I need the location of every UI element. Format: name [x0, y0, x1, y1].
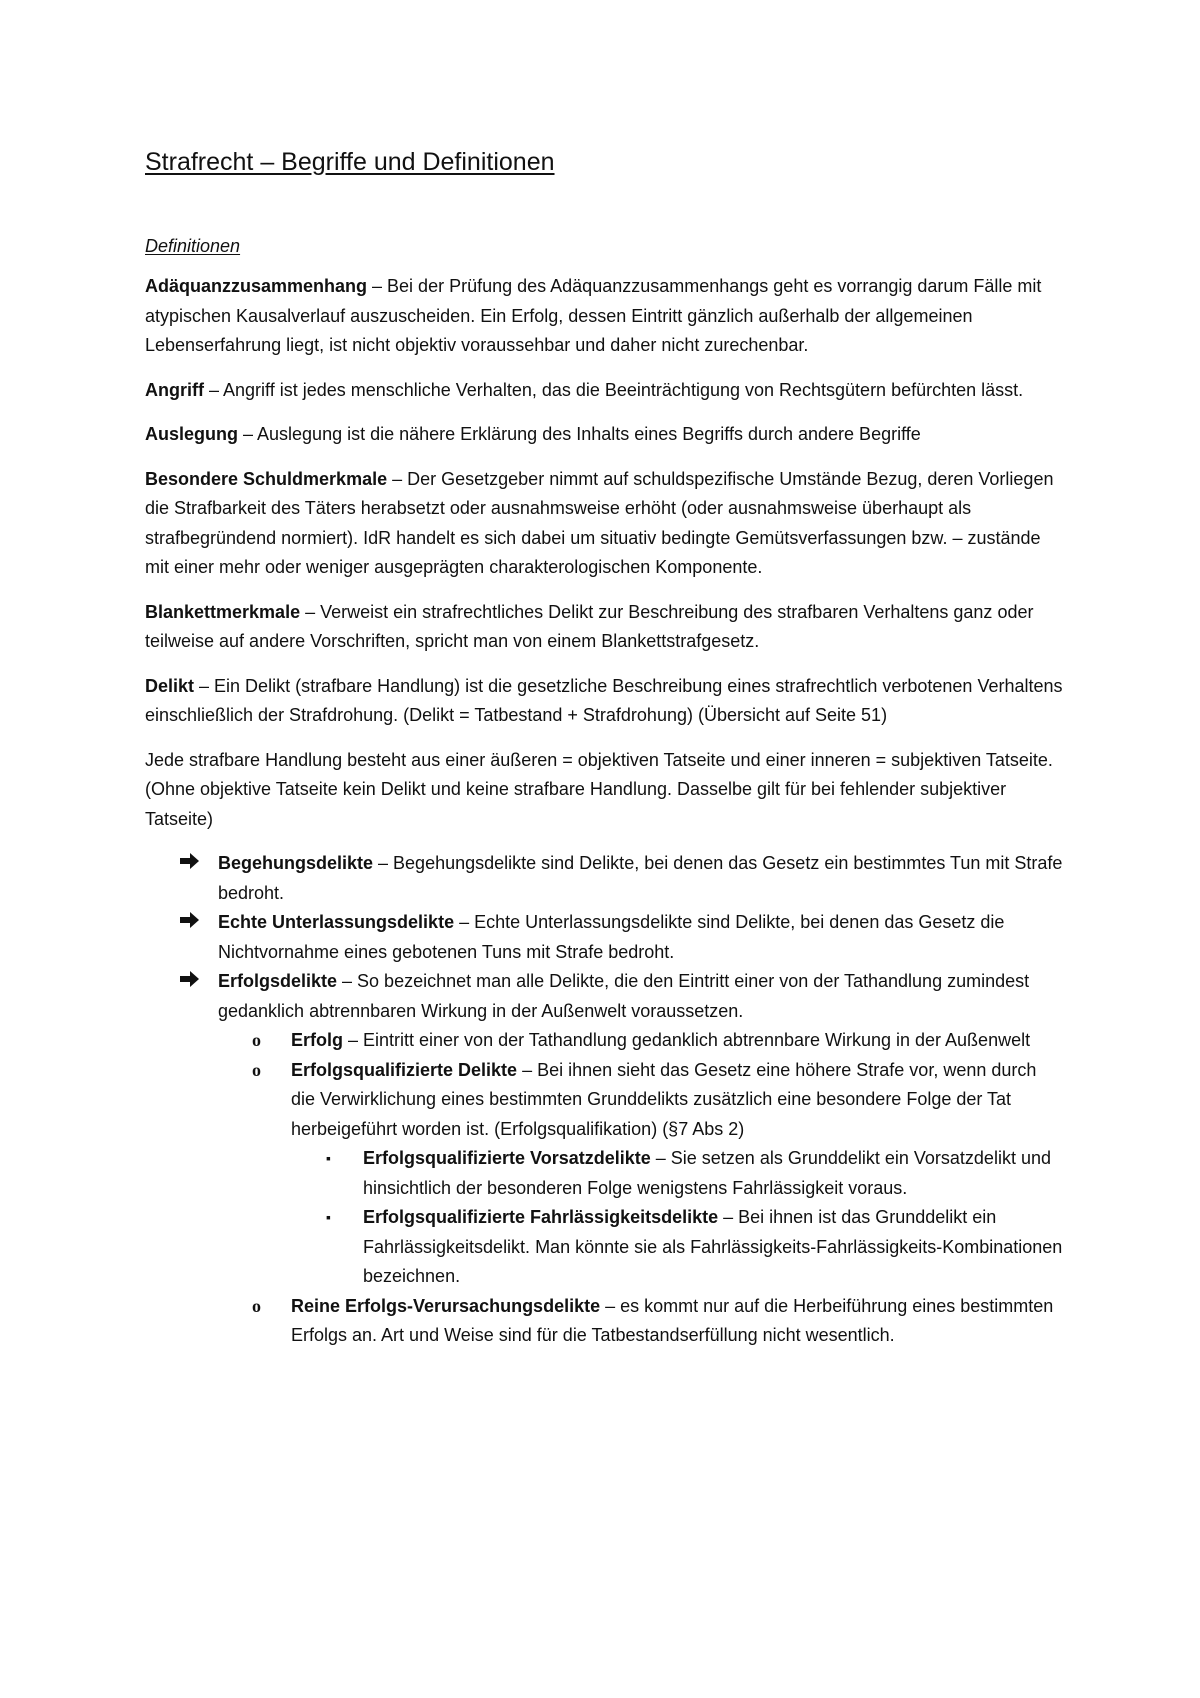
definition-paragraph [145, 420, 1065, 450]
definition-term: Blankettmerkmale [145, 601, 301, 622]
definition-text: – Bei der Prüfung des Adäquanzzusammenhangs geht es vorrangig darum Fälle mit atypischen Kausalverlauf auszuscheiden. Ein Erfolg, dessen Eintritt gänzlich außerhalb der allgemeinen Lebenserfahrung liegt, ist nicht objektiv voraussehbar und daher nicht zurechenbar. [145, 276, 1042, 355]
list-item [145, 908, 1065, 967]
list-item [145, 849, 1065, 908]
arrow-right-icon [178, 967, 206, 1001]
document-page [145, 145, 1065, 1351]
definition-paragraph [145, 598, 1065, 657]
subsublist-text: – Sie setzen als Grunddelikt ein Vorsatzdelikt und hinsichtlich der besonderen Folge wenigstens Fahrlässigkeit voraus. [363, 1148, 1051, 1198]
definition-term: Angriff [145, 379, 204, 400]
subsublist-term: Erfolgsqualifizierte Vorsatzdelikte [363, 1148, 651, 1168]
sublist-text: – es kommt nur auf die Herbeiführung eines bestimmten Erfolgs an. Art und Weise sind für die Tatbestandserfüllung nicht wesentlich. [291, 1295, 1054, 1345]
subsublist-text: – Bei ihnen ist das Grunddelikt ein Fahrlässigkeitsdelikt. Man könnte sie als Fahrlässigkeits-Fahrlässigkeits-Kombinationen bezeichnen. [363, 1207, 1063, 1286]
square-bullet-icon: ▪ [326, 1209, 331, 1225]
definition-text: – Ein Delikt (strafbare Handlung) ist die gesetzliche Beschreibung eines strafrechtlich verbotenen Verhaltens einschließlich der Strafdrohung. (Delikt = Tatbestand + Strafdrohung) (Übersicht auf Seite 51) [145, 675, 1063, 725]
circle-bullet-icon: o [252, 1295, 261, 1316]
sublist-term: Erfolgsqualifizierte Delikte [291, 1059, 518, 1080]
sublist-item [145, 1292, 1065, 1351]
circle-bullet-icon: o [252, 1059, 261, 1080]
list-term: Echte Unterlassungsdelikte [218, 912, 455, 932]
list-text: – Echte Unterlassungsdelikte sind Delikte, bei denen das Gesetz die Nichtvornahme eines gebotenen Tuns mit Strafe bedroht. [218, 912, 1005, 962]
list-term: Erfolgsdelikte [218, 971, 338, 991]
sublist-item [145, 1026, 1065, 1056]
sublist-term: Erfolg [291, 1030, 343, 1050]
definition-term: Besondere Schuldmerkmale [145, 468, 388, 489]
list-text: – Begehungsdelikte sind Delikte, bei denen das Gesetz ein bestimmtes Tun mit Strafe bedroht. [218, 853, 1063, 903]
delikt-list [145, 849, 1065, 1351]
definition-paragraph [145, 272, 1065, 361]
arrow-right-icon [178, 908, 206, 942]
definition-text: – Verweist ein strafrechtliches Delikt zur Beschreibung des strafbaren Verhaltens ganz oder teilweise auf andere Vorschriften, spricht man von einem Blankettstrafgesetz. [145, 601, 1034, 651]
definition-text: – Der Gesetzgeber nimmt auf schuldspezifische Umstände Bezug, deren Vorliegen die Strafbarkeit des Täters herabsetzt oder ausnahmsweise erhöht (oder ausnahmsweise überhaupt als strafbegründend normiert). IdR handelt es sich dabei um situativ bedingte Gemütsverfassungen bzw. – zustände mit einer mehr oder weniger ausgeprägten charakterologischen Komponente. [145, 468, 1054, 577]
definition-text: – Auslegung ist die nähere Erklärung des Inhalts eines Begriffs durch andere Begriffe [238, 424, 921, 444]
section-heading: Definitionen [145, 236, 241, 256]
sublist-text: – Eintritt einer von der Tathandlung gedanklich abtrennbare Wirkung in der Außenwelt [343, 1030, 1031, 1050]
list-item [145, 967, 1065, 1026]
definition-term: Adäquanzzusammenhang [145, 276, 368, 296]
list-text: – So bezeichnet man alle Delikte, die den Eintritt einer von der Tathandlung zumindest gedanklich abtrennbaren Wirkung in der Außenwelt voraussetzen. [218, 971, 1030, 1021]
definition-paragraph [145, 672, 1065, 731]
definition-term: Delikt [145, 675, 195, 696]
subsublist-item [145, 1203, 1065, 1292]
subsublist-item [145, 1144, 1065, 1203]
intro-paragraph: Jede strafbare Handlung besteht aus einer äußeren = objektiven Tatseite und einer inneren = subjektiven Tatseite. (Ohne objektive Tatseite kein Delikt und keine strafbare Handlung. Dasselbe gilt für bei fehlender subjektiver Tatseite) [145, 749, 1053, 829]
circle-bullet-icon: o [252, 1030, 261, 1050]
sublist-term: Reine Erfolgs-Verursachungsdelikte [291, 1295, 601, 1316]
definition-text: – Angriff ist jedes menschliche Verhalten, das die Beeinträchtigung von Rechtsgütern befürchten lässt. [203, 379, 1024, 400]
document-title: Strafrecht – Begriffe und Definitionen [145, 148, 555, 176]
list-term: Begehungsdelikte [218, 853, 374, 873]
definition-paragraph [145, 465, 1065, 583]
sublist-item [145, 1056, 1065, 1145]
arrow-right-icon [178, 849, 206, 883]
definition-term: Auslegung [145, 424, 238, 444]
subsublist-term: Erfolgsqualifizierte Fahrlässigkeitsdelikte [363, 1207, 719, 1227]
square-bullet-icon: ▪ [326, 1150, 331, 1166]
definition-paragraph [145, 376, 1065, 406]
sublist-text: – Bei ihnen sieht das Gesetz eine höhere Strafe vor, wenn durch die Verwirklichung eines bestimmten Grunddelikts zusätzlich eine besondere Folge der Tat herbeigeführt worden ist. (Erfolgsqualifikation) (§7 Abs 2) [291, 1059, 1037, 1139]
